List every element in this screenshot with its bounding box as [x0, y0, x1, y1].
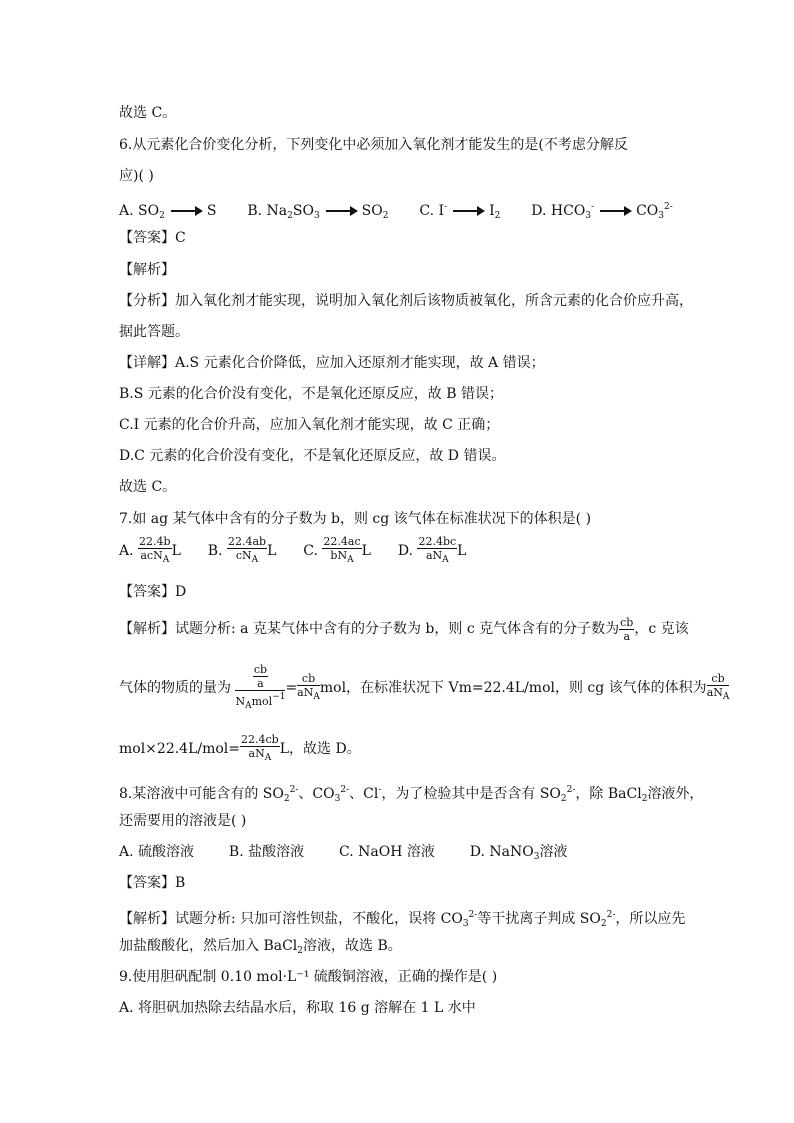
- explanation-line: 【解析】试题分析: a 克某气体中含有的分子数为 b，则 c 克气体含有的分子数为 $\frac{cb}{a}$ ，c 克该: [119, 615, 689, 643]
- option-a: A. 硫酸溶液: [119, 844, 195, 860]
- question-8-title-cont: 还需要用的溶液是( ): [119, 813, 247, 829]
- option-d: D. $HCO_3^-$ $CO_3^{2-}$: [531, 202, 673, 221]
- analysis-heading: 【解析】: [119, 262, 175, 278]
- conclusion: 故选 C。: [119, 479, 177, 495]
- question-6-title-cont: 应)( ): [119, 168, 154, 184]
- question-7-options: [119, 534, 466, 568]
- detail-line: C.I 元素的化合价升高，应加入氧化剂才能实现，故 C 正确；: [119, 417, 500, 433]
- analysis-line: 据此答题。: [119, 324, 189, 340]
- detail-line: B.S 元素的化合价没有变化，不是氧化还原反应，故 B 错误；: [119, 386, 503, 402]
- explanation-line: 加盐酸酸化，然后加入 BaCl$_2$溶液，故选 B。: [119, 938, 402, 956]
- answer: 【答案】B: [119, 875, 186, 891]
- detail-line: D.C 元素的化合价没有变化，不是氧化还原反应，故 D 错误。: [119, 448, 506, 464]
- arrow-icon: [600, 210, 630, 212]
- question-6-title: 6.从元素化合价变化分析，下列变化中必须加入氧化剂才能发生的是(不考虑分解反: [119, 137, 628, 153]
- arrow-icon: [171, 210, 201, 212]
- detail-line: 【详解】A.S 元素化合价降低，应加入还原剂才能实现，故 A 错误；: [119, 355, 545, 371]
- option-d: D. NaNO$_3$溶液: [469, 844, 568, 862]
- question-8-title: 8.某溶液中可能含有的 $SO_2^{2-}$、$CO_3^{2-}$、Cl-，为了检验其中是否含有 $SO_2^{2-}$，除 BaCl$_2$溶液外，: [119, 785, 704, 804]
- question-6-options: [119, 198, 673, 225]
- option-a: A. $\frac{22.4b}{acN_A}$ L: [119, 535, 181, 565]
- option-d: D. $\frac{22.4bc}{aN_A}$ L: [397, 535, 467, 565]
- explanation-line: mol×22.4L/mol= $\frac{22.4cb}{aN_A}$ L，故选 D。: [119, 733, 361, 763]
- explanation-line: 【解析】试题分析: 只加可溶性钡盐，不酸化，误将 $CO_3^{2-}$等干扰离子判成 $SO_2^{2-}$，所以应先: [119, 910, 686, 929]
- option-c: C. $\frac{22.4ac}{bN_A}$ L: [303, 535, 371, 565]
- option-c: C. NaOH 溶液: [339, 844, 435, 860]
- question-8-options: [119, 843, 567, 866]
- question-9-title: 9.使用胆矾配制 0.10 mol·L⁻¹ 硫酸铜溶液，正确的操作是( ): [119, 969, 498, 985]
- analysis-line: 【分析】加入氧化剂才能实现，说明加入氧化剂后该物质被氧化，所含元素的化合价应升高，: [119, 293, 693, 309]
- option-b: B. $\frac{22.4ab}{cN_A}$ L: [207, 535, 277, 565]
- arrow-icon: [453, 210, 483, 212]
- option-c: C. I- $I_2$: [419, 202, 501, 221]
- option-b: B. $Na_2SO_3$ $SO_2$: [247, 203, 389, 221]
- option-a: A. $SO_2$ S: [119, 203, 217, 221]
- text-line: 故选 C。: [119, 105, 177, 121]
- arrow-icon: [326, 210, 356, 212]
- option-a: A. 将胆矾加热除去结晶水后，称取 16 g 溶解在 1 L 水中: [119, 1000, 476, 1016]
- answer: 【答案】C: [119, 230, 186, 246]
- answer: 【答案】D: [119, 584, 187, 600]
- option-b: B. 盐酸溶液: [228, 844, 305, 860]
- question-7-title: 7.如 ag 某气体中含有的分子数为 b，则 cg 该气体在标准状况下的体积是( ): [119, 511, 592, 527]
- explanation-line: 气体的物质的量为 $\frac{\frac{cb}{a}}{N_Amol^{-1}}$ = $\frac{cb}{aN_A}$ mol，在标准状况下 Vm=22.4L/mol，则 cg 该气体的体积为 $\frac{cb}{aN_A}$: [119, 663, 730, 711]
